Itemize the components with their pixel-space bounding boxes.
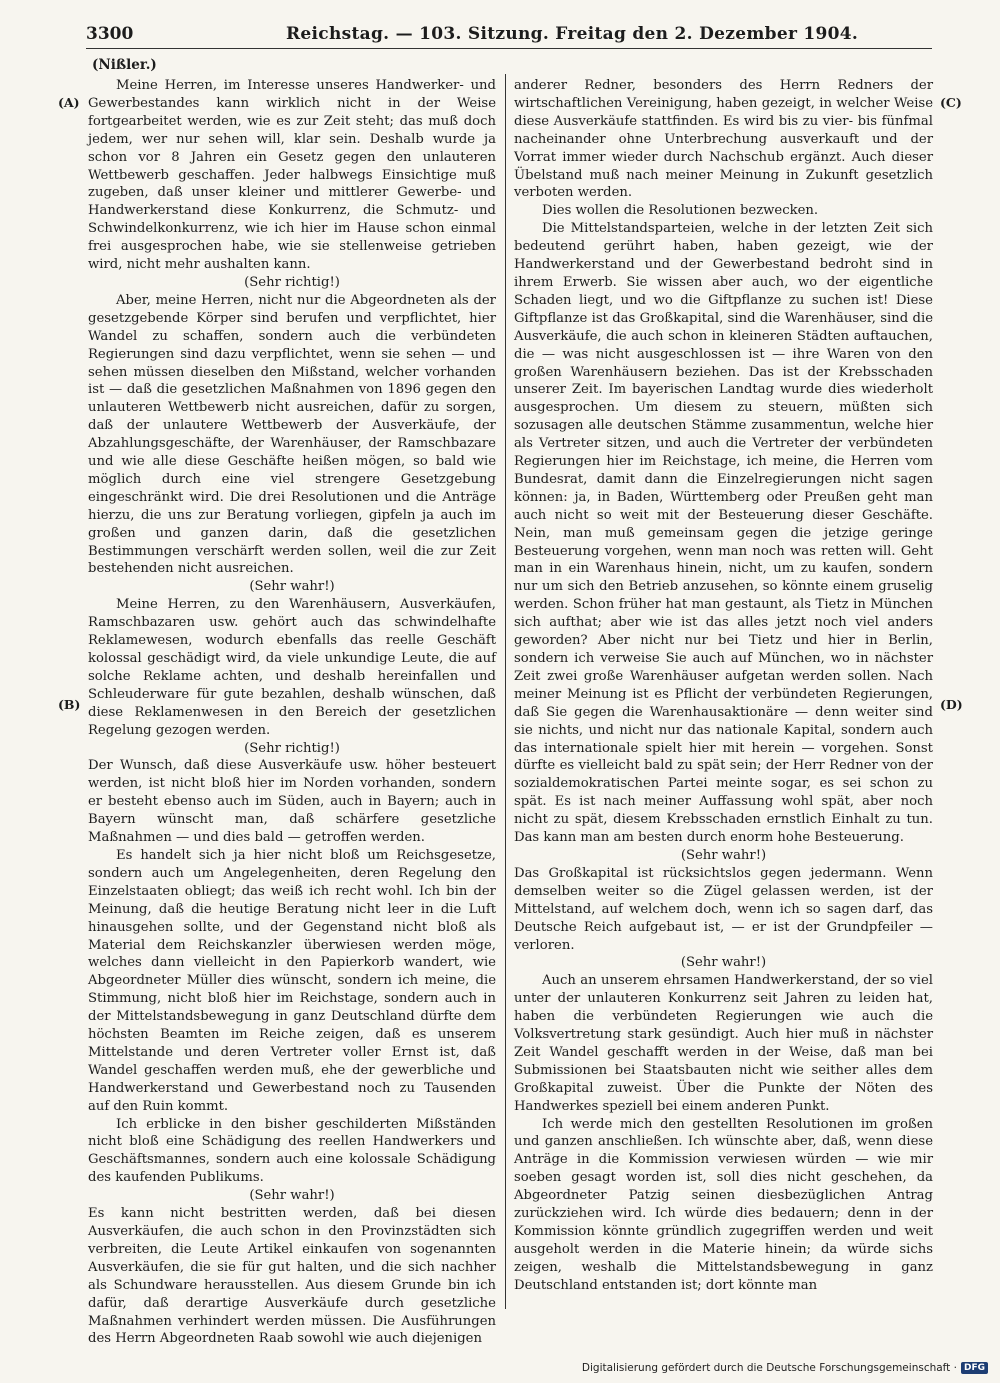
margin-mark-d: (D) <box>940 697 963 712</box>
running-title: Reichstag. — 103. Sitzung. Freitag den 2. Dezember 1904. <box>286 24 859 44</box>
interjection: (Sehr wahr!) <box>249 1188 335 1204</box>
left-text-column <box>88 77 496 1347</box>
footer-credit: Digitalisierung gefördert durch die Deutsche Forschungsgemeinschaft · <box>581 1362 957 1374</box>
paragraph: Das Großkapital ist rücksichtslos gegen jedermann. Wenn demselben weiter so die Zügel gelassen werden, ist der Mittelstand, auf welchem doch, wenn ich so sagen darf, das Deutsche Reich aufgebaut ist, — er ist der Grundpfeiler — verloren. <box>514 865 933 953</box>
paragraph: Es handelt sich ja hier nicht bloß um Reichsgesetze, sondern auch um Angelegenheiten, deren Regelung den Einzelstaaten obliegt; das weiß ich recht wohl. Ich bin der Meinung, daß die heutige Beratung nicht leer in die Luft hinausgehen sollte, und der Gegenstand nicht bloß als Material dem Reichskanzler überwiesen werden möge, welches dann vielleicht in den Papierkorb wandert, wie Abgeordneter Müller dies wünscht, sondern ich meine, die Stimmung, nicht bloß hier im Reichstage, sondern auch in der Mittelstandsbewegung in ganz Deutschland dürfte dem höchsten Beamten im Reiche zeigen, daß es unserem Mittelstande und deren Vertreter voller Ernst ist, daß Wandel geschaffen werden muß, ehe der gewerbliche und Handwerkerstand und Gewerbestand noch zu Tausenden auf den Ruin kommt. <box>88 847 496 1114</box>
footer <box>582 1362 988 1374</box>
column-divider <box>505 74 506 1309</box>
paragraph: anderer Redner, besonders des Herrn Redners der wirtschaftlichen Vereinigung, haben gezeigt, in welcher Weise diese Ausverkäufe stattfinden. Es wird bis zu vier- bis fünfmal nacheinander ohne Unterbrechung ausverkauft und der Vorrat immer wieder durch Nachschub ergänzt. Auch dieser Übelstand muß nach meiner Meinung in Zukunft gesetzlich verboten werden. <box>514 78 933 201</box>
paragraph: Die Mittelstandsparteien, welche in der letzten Zeit sich bedeutend gerührt haben, haben gezeigt, wie der Handwerkerstand und der Gewerbestand bedroht sind in ihrem Erwerb. Sie wissen aber auch, wo der eigentliche Schaden liegt, und wo die Giftpflanze zu suchen ist! Diese Giftpflanze ist das Großkapital, sind die Warenhäuser, sind die Ausverkäufe, die auch schon in kleineren Städten auftauchen, die — was nicht ausgeschlossen ist — ihre Waren von den großen Warenhäusern beziehen. Das ist der Krebsschaden unserer Zeit. Im bayerischen Landtag wurde dies wiederholt ausgesprochen. Um diesem zu steuern, müßten sich sozusagen alle deutschen Stämme zusammentun, welche hier als Vertreter sitzen, und auch die Vertreter der verbündeten Regierungen hier im Reichstage, ich meine, die Herren vom Bundesrat, damit dann die Einzelregierungen nicht sagen können: ja, in Baden, Württemberg oder Preußen geht man auch nicht so weit mit der Besteuerung dieser Geschäfte. Nein, man muß gemeinsam gegen die jetzige geringe Besteuerung vorgehen, wenn man noch was retten will. Geht man in ein Warenhaus hinein, nicht, um zu kaufen, sondern nur um sich den Betrieb anzusehen, so könnte einem gruselig werden. Schon früher hat man gestaunt, als Tietz in München sich aufthat; aber wie ist das alles jetzt noch viel anders geworden? Aber nicht nur bei Tietz und hier in Berlin, sondern ich verweise Sie auch auf München, wo in nächster Zeit zwei große Warenhäuser aufgetan werden sollen. Nach meiner Meinung ist es Pflicht der verbündeten Regierungen, daß Sie gegen die Warenhausaktionäre — denn weiter sind sie nichts, und nicht nur das nationale Kapital, sondern auch das internationale spielt hier mit herein — vorgehen. Sonst dürfte es vielleicht bald zu spät sein; der Herr Redner von der sozialdemokratischen Partei meinte sogar, es sei schon zu spät. Es ist nach meiner Auffassung wohl spät, aber noch nicht zu spät, diesem Krebsschaden ernstlich Einhalt zu tun. Das kann man am besten durch enorm hohe Besteuerung. <box>514 221 933 846</box>
interjection: (Sehr richtig!) <box>244 740 340 756</box>
interjection: (Sehr richtig!) <box>244 274 340 290</box>
paragraph: Es kann nicht bestritten werden, daß bei diesen Ausverkäufen, die auch schon in den Provinzstädten sich verbreiten, die Leute Artikel einkaufen von sogenannten Ausverkäufen, die sie für gut halten, und die sich nachher als Schundware herausstellen. Aus diesem Grunde bin ich dafür, daß derartige Ausverkäufe durch gesetzliche Maßnahmen verhindert werden müssen. Die Ausführungen des Herrn Abgeordneten Raab sowohl wie auch diejenigen <box>88 1206 496 1347</box>
paragraph: Meine Herren, im Interesse unseres Handwerker- und Gewerbestandes kann wirklich nicht in der Weise fortgearbeitet werden, wie es zur Zeit steht; das muß doch jedem, wer nur sehen will, klar sein. Deshalb wurde ja schon vor 8 Jahren ein Gesetz gegen den unlauteren Wettbewerb geschaffen. Jeder halbwegs Einsichtige muß zugeben, daß unser kleiner und mittlerer Gewerbe- und Handwerkerstand diese Konkurrenz, die Schmutz- und Schwindelkonkurrenz, wie ich hier im Hause schon einmal frei ausgesprochen habe, wie sie stellenweise getrieben wird, nicht mehr aushalten kann. <box>88 78 496 273</box>
margin-mark-b: (B) <box>58 697 81 712</box>
paragraph: Aber, meine Herren, nicht nur die Abgeordneten als der gesetzgebende Körper sind berufen und verpflichtet, hier Wandel zu schaffen, sondern auch die verbündeten Regierungen sind dazu verpflichtet, wenn sie sehen — und sehen müssen dieselben den Mißstand, welcher vorhanden ist — daß die gesetzlichen Maßnahmen von 1896 gegen den unlauteren Wettbewerb nicht ausreichen, dafür zu sorgen, daß der unlautere Wettbewerb der Ausverkäufe, der Abzahlungsgeschäfte, der Warenhäuser, der Ramschbazare und wie alle diese Geschäfte heißen mögen, so bald wie möglich durch eine viel strengere Gesetzgebung eingeschränkt wird. Die drei Resolutionen und die Anträge hierzu, die uns zur Beratung vorliegen, gipfeln ja auch im großen und ganzen darin, daß die gesetzlichen Bestimmungen verschärft werden sollen, weil die zur Zeit bestehenden nicht ausreichen. <box>88 292 496 577</box>
paragraph: Der Wunsch, daß diese Ausverkäufe usw. höher besteuert werden, ist nicht bloß hier im Norden vorhanden, sondern er besteht ebenso auch im Süden, auch in Bayern; auch in Bayern wünscht man, daß schärfere gesetzliche Maßnahmen — und dies bald — getroffen werden. <box>88 758 496 846</box>
dfg-logo: DFG <box>961 1362 988 1374</box>
paragraph: Dies wollen die Resolutionen bezwecken. <box>542 203 819 219</box>
interjection: (Sehr wahr!) <box>680 955 767 971</box>
paragraph: Ich erblicke in den bisher geschilderten Mißständen nicht bloß eine Schädigung des reellen Handwerkers und Geschäftsmannes, sondern auch eine kolossale Schädigung des kaufenden Publikums. <box>88 1116 496 1186</box>
paragraph: Ich werde mich den gestellten Resolutionen im großen und ganzen anschließen. Ich wünschte aber, daß, wenn diese Anträge in die Kommission verwiesen würden — wie mir soeben gesagt worden ist, soll dies nicht geschehen, da Abgeordneter Patzig seinen diesbezüglichen Antrag zurückziehen wird. Ich würde dies bedauern; denn in der Kommission könnte gründlich zugegriffen werden und weit ausgeholt werden in die Materie hinein; da würde sichs zeigen, weshalb die Mittelstandsbewegung in ganz Deutschland entstanden ist; dort könnte man <box>514 1116 933 1293</box>
right-text-column <box>514 77 933 1307</box>
page-number: 3300 <box>86 24 134 44</box>
page-header <box>86 20 932 49</box>
margin-mark-c: (C) <box>940 95 962 110</box>
paragraph: Meine Herren, zu den Warenhäusern, Ausverkäufen, Ramschbazaren usw. gehört auch das schwindelhafte Reklamewesen, wodurch ebenfalls das reelle Geschäft kolossal geschädigt wird, da viele unkundige Leute, die auf solche Reklame achten, und deshalb hereinfallen und Schleuderware für gute bezahlen, deshalb wünschen, daß diese Reklamenwesen in den Bereich der gesetzlichen Regelung gezogen werden. <box>88 597 496 738</box>
interjection: (Sehr wahr!) <box>249 579 335 595</box>
margin-mark-a: (A) <box>58 95 80 110</box>
speaker-name: (Nißler.) <box>92 57 157 73</box>
interjection: (Sehr wahr!) <box>680 847 767 863</box>
paragraph: Auch an unserem ehrsamen Handwerkerstand, der so viel unter der unlauteren Konkurrenz seit Jahren zu leiden hat, haben die verbündeten Regierungen wie auch die Volksvertretung stark gesündigt. Auch hier muß in nächster Zeit Wandel geschafft werden in der Weise, daß man bei Submissionen bei Staatsbauten nicht wie seither alles dem Großkapital zuweist. Über die Punkte der Nöten des Handwerkes speziell bei einem anderen Punkt. <box>514 973 933 1114</box>
